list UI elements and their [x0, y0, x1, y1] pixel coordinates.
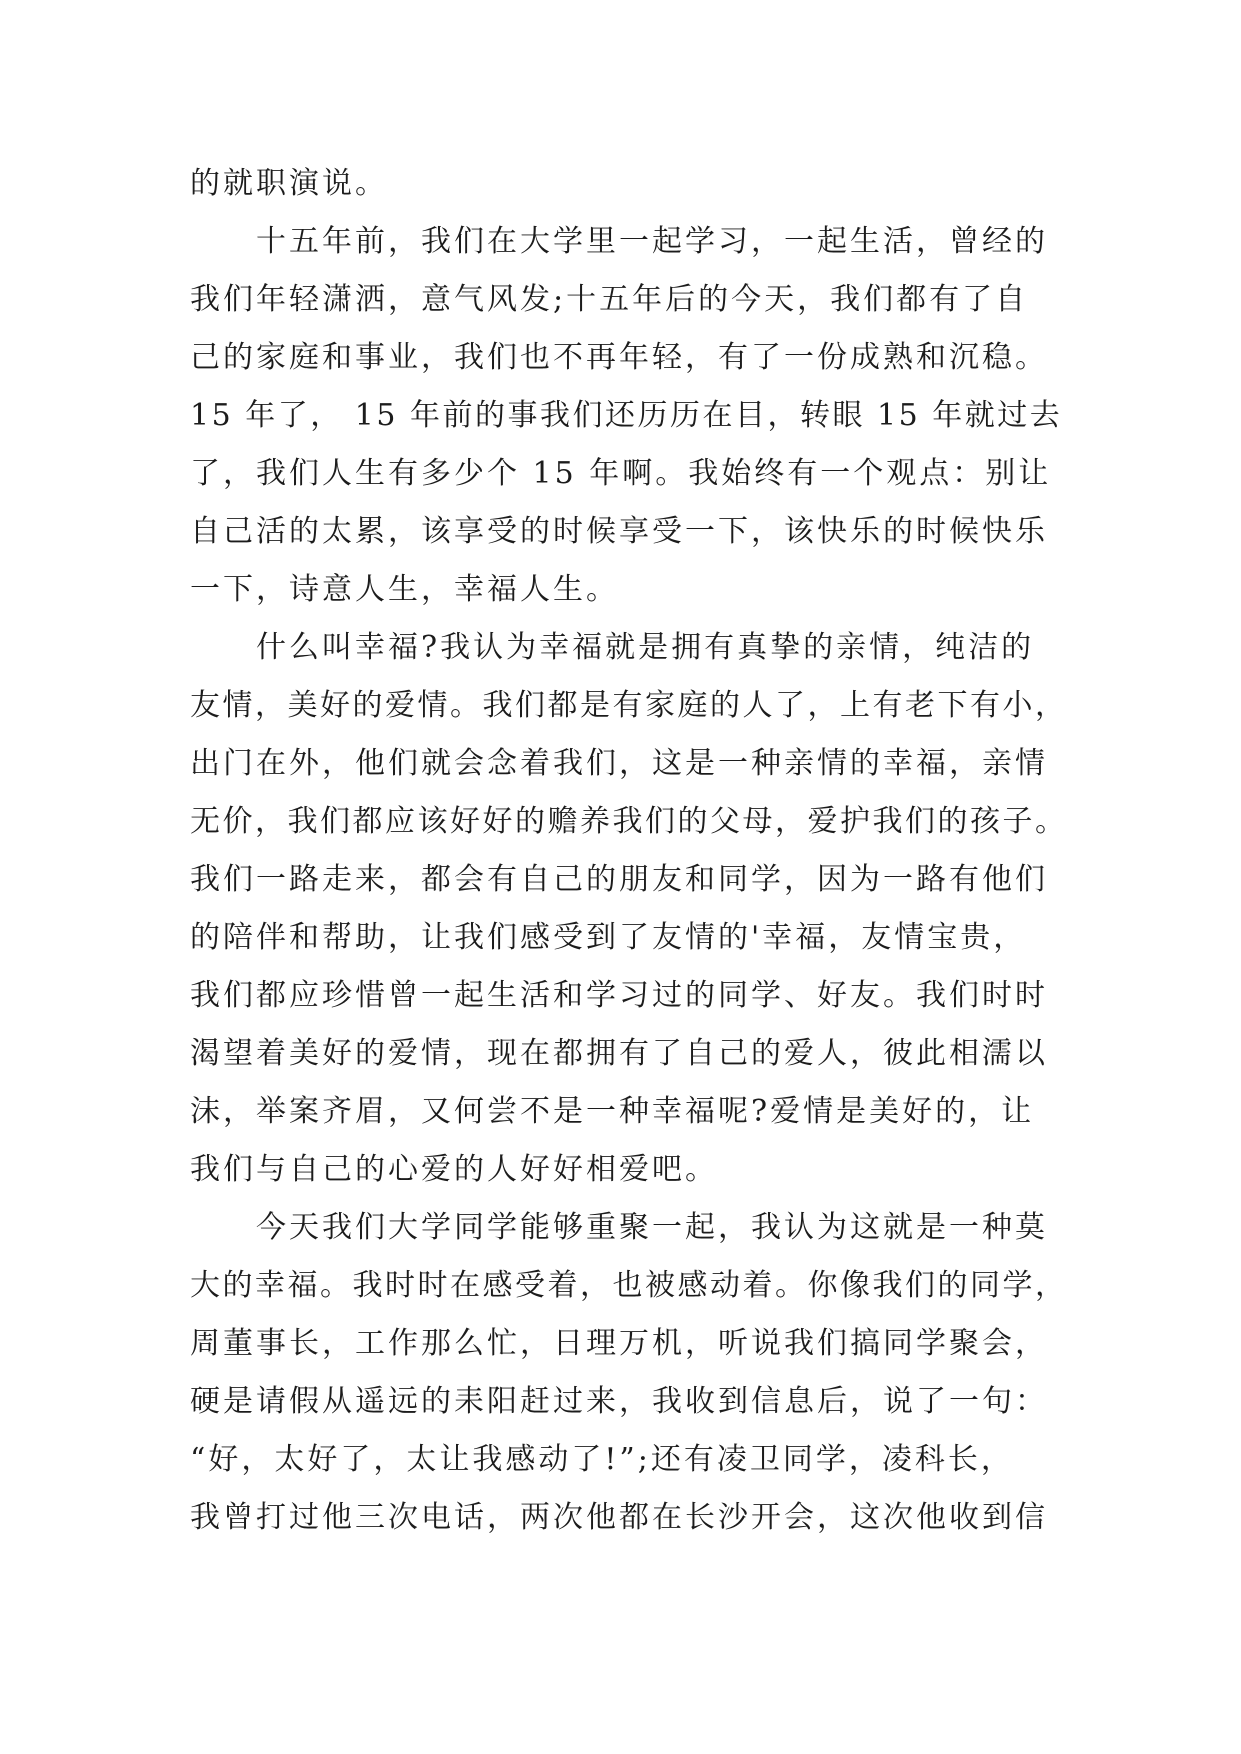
text-line: 一下，诗意人生，幸福人生。 [190, 572, 619, 607]
text-line: 我们都应珍惜曾一起生活和学习过的同学、好友。我们时时 [190, 978, 1048, 1013]
text-line: 的陪伴和帮助，让我们感受到了友情的'幸福，友情宝贵， [190, 920, 1027, 955]
text-line: 无价，我们都应该好好的赡养我们的父母，爱护我们的孩子。 [190, 804, 1068, 839]
text-line: 我曾打过他三次电话，两次他都在长沙开会，这次他收到信 [190, 1500, 1048, 1535]
text-line: 我们与自己的心爱的人好好相爱吧。 [190, 1152, 718, 1187]
text-line: 友情，美好的爱情。我们都是有家庭的人了，上有老下有小， [190, 688, 1068, 723]
text-line: 周董事长，工作那么忙，日理万机，听说我们搞同学聚会， [190, 1326, 1048, 1361]
text-line: 大的幸福。我时时在感受着，也被感动着。你像我们的同学， [190, 1268, 1068, 1303]
text-line: 己的家庭和事业，我们也不再年轻，有了一份成熟和沉稳。 [190, 340, 1048, 375]
text-line: 硬是请假从遥远的耒阳赶过来，我收到信息后，说了一句： [190, 1384, 1048, 1419]
text-line: 沫，举案齐眉，又何尝不是一种幸福呢?爱情是美好的，让 [190, 1094, 1035, 1129]
text-line: 15 年了， 15 年前的事我们还历历在目，转眼 15 年就过去 [190, 398, 1063, 433]
text-line: “好，太好了，太让我感动了!”;还有凌卫同学，凌科长， [190, 1442, 1014, 1477]
text-line: 了，我们人生有多少个 15 年啊。我始终有一个观点：别让 [190, 456, 1052, 491]
paragraph-first-line: 今天我们大学同学能够重聚一起，我认为这就是一种莫 [256, 1210, 1048, 1245]
paragraph-first-line: 十五年前，我们在大学里一起学习，一起生活，曾经的 [256, 224, 1048, 259]
text-line: 我们年轻潇洒，意气风发;十五年后的今天，我们都有了自 [190, 282, 1029, 317]
document-body [190, 155, 1070, 1547]
text-line: 出门在外，他们就会念着我们，这是一种亲情的幸福，亲情 [190, 746, 1048, 781]
paragraph-first-line: 什么叫幸福?我认为幸福就是拥有真挚的亲情，纯洁的 [256, 630, 1035, 665]
text-line: 自己活的太累，该享受的时候享受一下，该快乐的时候快乐 [190, 514, 1048, 549]
text-line: 我们一路走来，都会有自己的朋友和同学，因为一路有他们 [190, 862, 1048, 897]
text-line: 渴望着美好的爱情，现在都拥有了自己的爱人，彼此相濡以 [190, 1036, 1048, 1071]
text-line: 的就职演说。 [190, 166, 388, 201]
